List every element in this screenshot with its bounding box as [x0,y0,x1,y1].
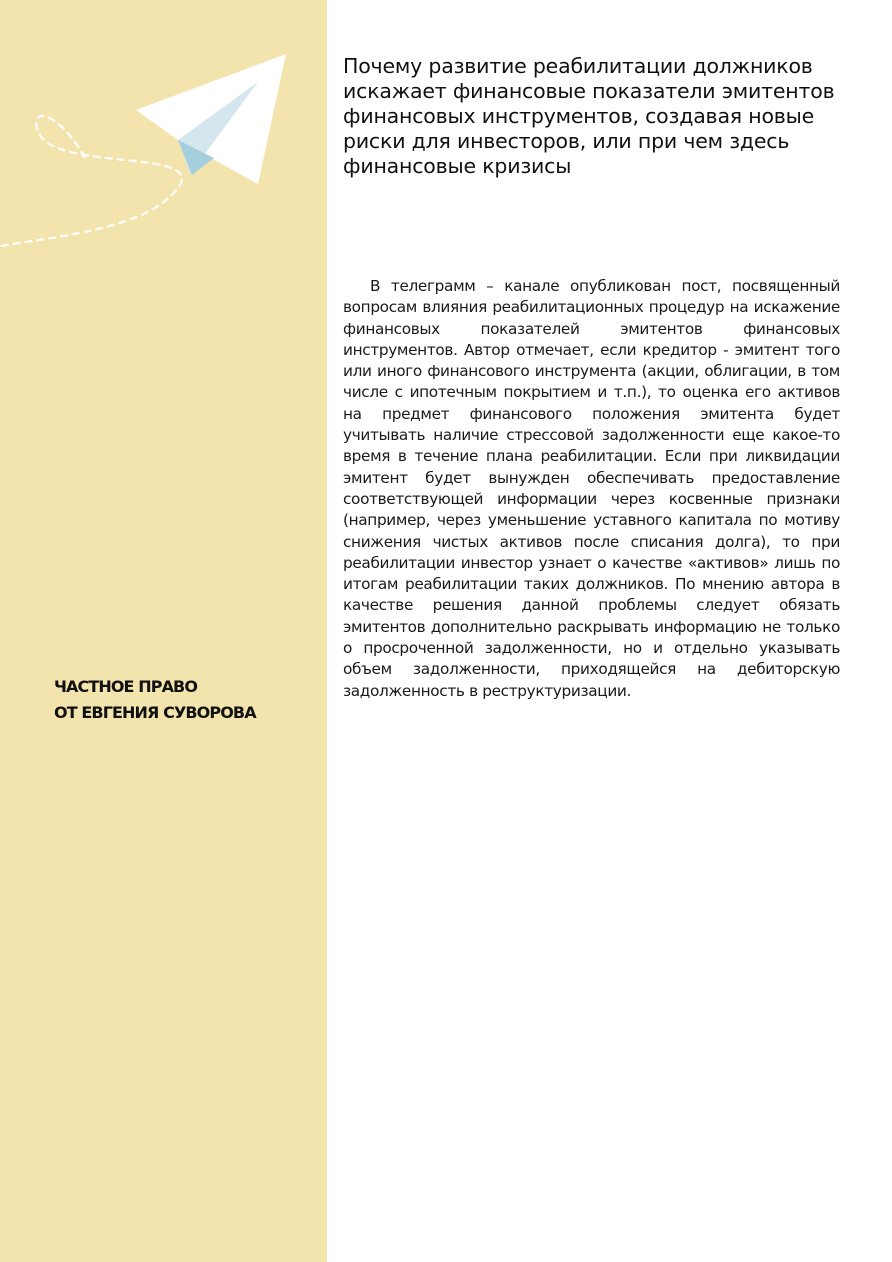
paper-plane-icon [0,40,300,270]
column-title-line-2: ОТ ЕВГЕНИЯ СУВОРОВА [54,703,256,722]
column-title-line-1: ЧАСТНОЕ ПРАВО [54,677,198,696]
article-header [343,54,840,179]
sidebar-panel [0,0,327,1262]
article-body: В телеграмм – канале опубликован пост, посвященный вопросам влияния реабилитационных процедур на искажение финансовых показателей эмитентов финансовых инструментов. Автор отмечает, если кредитор - эмитент того или иного финансового инструмента (акции, облигации, в том числе с ипотечным покрытием и т.п.), то оценка его активов на предмет финансового положения эмитента будет учитывать наличие стрессовой задолженности еще какое-то время в течение плана реабилитации. Если при ликвидации эмитент будет вынужден обеспечивать предоставление соответствующей информации через косвенные признаки (например, через уменьшение уставного капитала по мотиву снижения чистых активов после списания долга), то при реабилитации инвестор узнает о качестве «активов» лишь по итогам реабилитации таких должников. По мнению автора в качестве решения данной проблемы следует обязать эмитентов дополнительно раскрывать информацию не только о просроченной задолженности, но и отдельно указывать объем задолженности, приходящейся на дебиторскую задолженность в реструктуризации. [343,277,840,700]
article-heading: Почему развитие реабилитации должников искажает финансовые показатели эмитентов финансовых инструментов, создавая новые риски для инвесторов, или при чем здесь финансовые кризисы [343,54,835,178]
column-title [54,674,256,726]
